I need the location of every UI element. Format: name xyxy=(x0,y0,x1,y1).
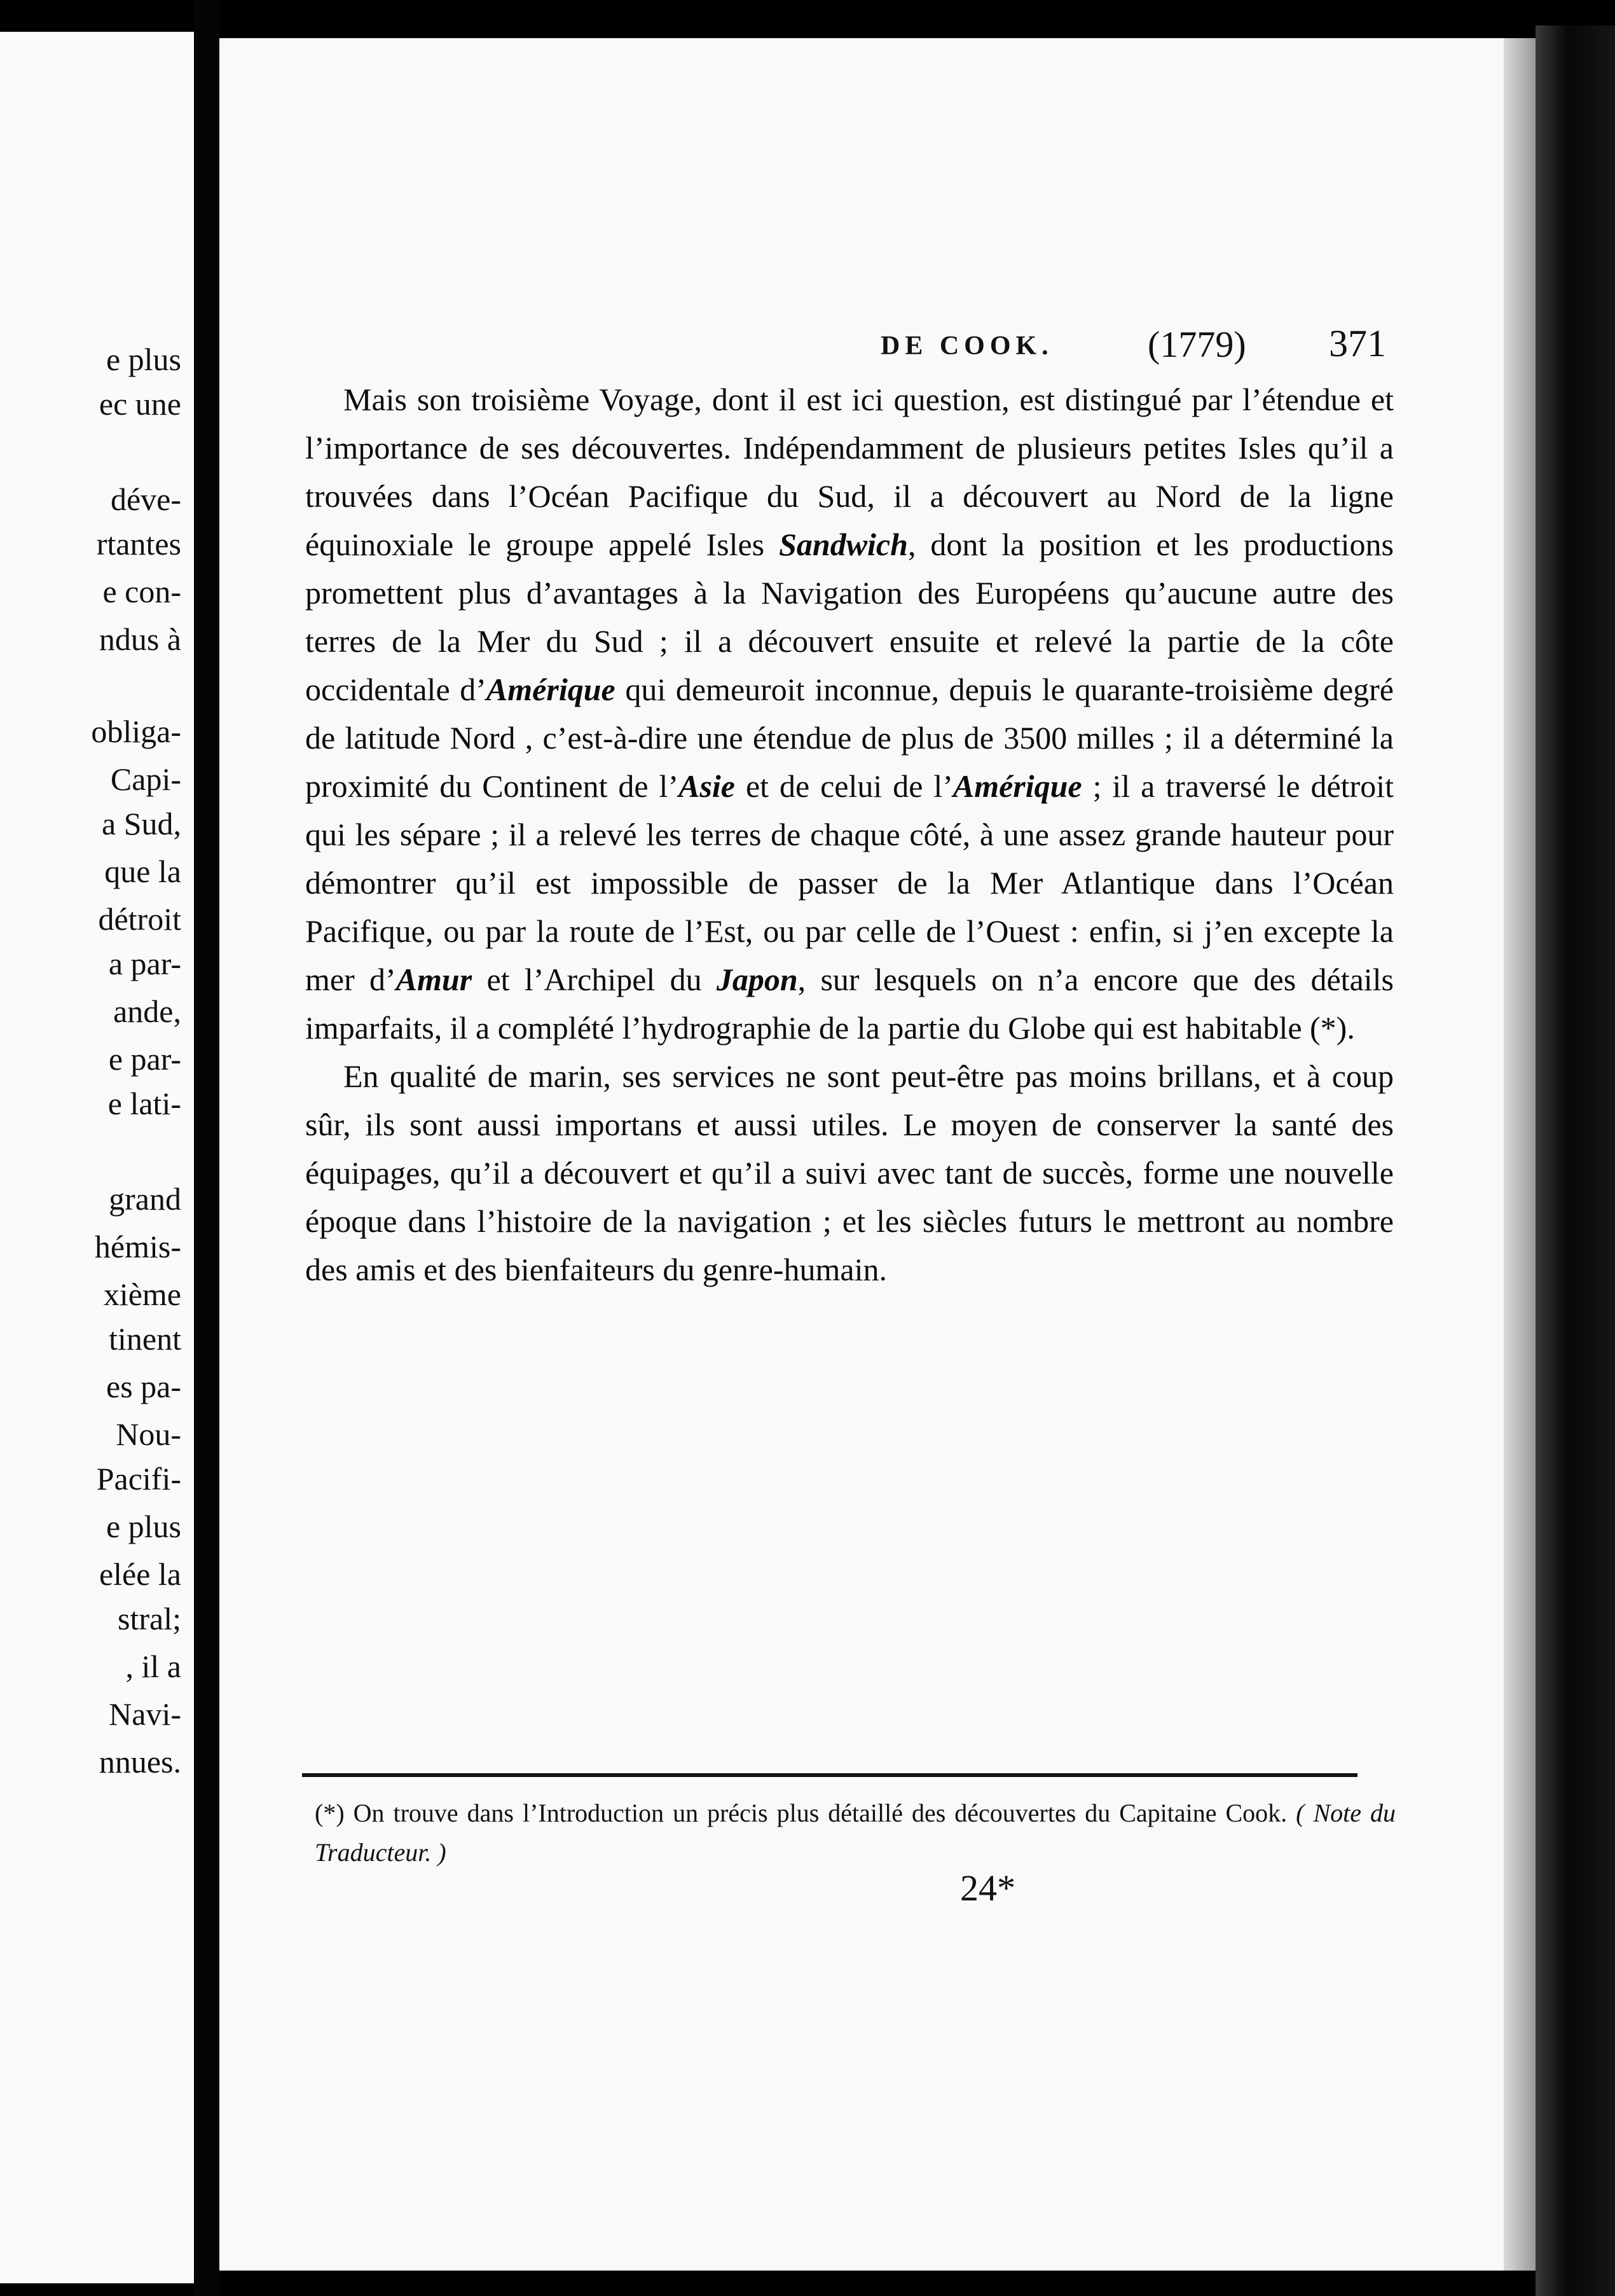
body-text xyxy=(305,375,1394,1294)
footnote-text: (*) On trouve dans l’Introduction un précis plus détaillé des découvertes du Capitaine Cook. xyxy=(315,1799,1296,1827)
previous-page-line: e plus xyxy=(106,342,181,377)
previous-page-line: stral; xyxy=(118,1601,181,1636)
running-title: DE COOK. xyxy=(881,331,1054,361)
book-gutter xyxy=(194,0,219,2296)
previous-page-line: ec une xyxy=(99,386,181,422)
place-amur: Amur xyxy=(395,962,472,997)
place-asie: Asie xyxy=(678,768,736,804)
previous-page-line: Nou- xyxy=(116,1416,181,1452)
previous-page-line: hémis- xyxy=(94,1229,181,1264)
previous-page-line: a par- xyxy=(108,946,181,981)
previous-page-line: e lati- xyxy=(107,1086,181,1121)
previous-page-line: tinent xyxy=(109,1321,181,1357)
previous-page-line: déve- xyxy=(110,481,181,517)
previous-page-line: xième xyxy=(103,1276,181,1312)
translator-note: ( Note du Traducteur. ) xyxy=(315,1799,1396,1867)
place-amerique: Amérique xyxy=(952,768,1082,804)
footnote-rule xyxy=(302,1773,1357,1777)
previous-page-line: a Sud, xyxy=(102,806,181,841)
previous-page-line: que la xyxy=(104,854,181,889)
page-edge xyxy=(1504,38,1536,2271)
previous-page-line: obliga- xyxy=(91,714,181,749)
page-number: 371 xyxy=(1329,322,1386,364)
previous-page-line: rtantes xyxy=(96,526,181,562)
previous-page-line: ande, xyxy=(113,993,181,1029)
previous-page-line: ndus à xyxy=(99,621,181,657)
previous-page-line: es pa- xyxy=(106,1369,181,1404)
previous-page-line: Navi- xyxy=(109,1696,181,1732)
previous-page-line: e con- xyxy=(102,574,181,609)
page-header xyxy=(219,318,1504,369)
book-spine xyxy=(1536,25,1615,2296)
previous-page-line: Capi- xyxy=(110,761,181,797)
previous-page-line: e plus xyxy=(106,1509,181,1544)
previous-page-line: e par- xyxy=(108,1041,181,1077)
previous-page-line: elée la xyxy=(99,1556,181,1592)
previous-page-line: Pacifi- xyxy=(96,1461,181,1497)
previous-page-line: nnues. xyxy=(99,1744,181,1780)
paragraph-1: Mais son troisième Voyage, dont il est ici question, est distingué par l’étendue et l’importance de ses découvertes. Indépendamment de plusieurs petites Isles qu’il a trouvées dans l’Océan Pacifique du Sud, il a découvert au Nord de la ligne équinoxiale le groupe appelé Isles Sandwich, dont la position et les productions promettent plus d’avantages à la Navigation des Européens qu’aucune autre des terres de la Mer du Sud ; il a découvert ensuite et relevé la partie de la côte occidentale d’Amérique qui demeuroit inconnue, depuis le quarante-troisième degré de latitude Nord , c’est-à-dire une étendue de plus de 3500 milles ; il a déterminé la proximité du Continent de l’Asie et de celui de l’Amérique ; il a traversé le détroit qui les sépare ; il a relevé les terres de chaque côté, à une assez grande hauteur pour démontrer qu’il est impossible de passer de la Mer Atlantique dans l’Océan Pacifique, ou par la route de l’Est, ou par celle de l’Ouest : enfin, si j’en excepte la mer d’Amur et l’Archipel du Japon, sur lesquels on n’a encore que des détails imparfaits, il a complété l’hydrographie de la partie du Globe qui est habitable (*). xyxy=(305,382,1394,1046)
previous-page-line: détroit xyxy=(98,901,181,937)
previous-page-fragment xyxy=(0,32,194,2283)
previous-page-line: grand xyxy=(109,1181,181,1217)
signature-mark: 24* xyxy=(960,1867,1015,1909)
footnote xyxy=(315,1794,1396,1872)
place-japon: Japon xyxy=(716,962,798,997)
paragraph-2: En qualité de marin, ses services ne sont peut-être pas moins brillans, et à coup sûr, ils sont aussi importans et aussi utiles. Le moyen de conserver la santé des équipages, qu’il a découvert et qu’il a suivi avec tant de succès, forme une nouvelle époque dans l’histoire de la navigation ; et les siècles futurs le mettront au nombre des amis et des bienfaiteurs du genre-humain. xyxy=(305,1058,1394,1287)
place-amerique: Amérique xyxy=(486,672,615,707)
previous-page-line: , il a xyxy=(125,1649,181,1684)
place-sandwich: Sandwich xyxy=(779,527,908,562)
page xyxy=(219,38,1504,2271)
header-year: (1779) xyxy=(1148,324,1246,365)
